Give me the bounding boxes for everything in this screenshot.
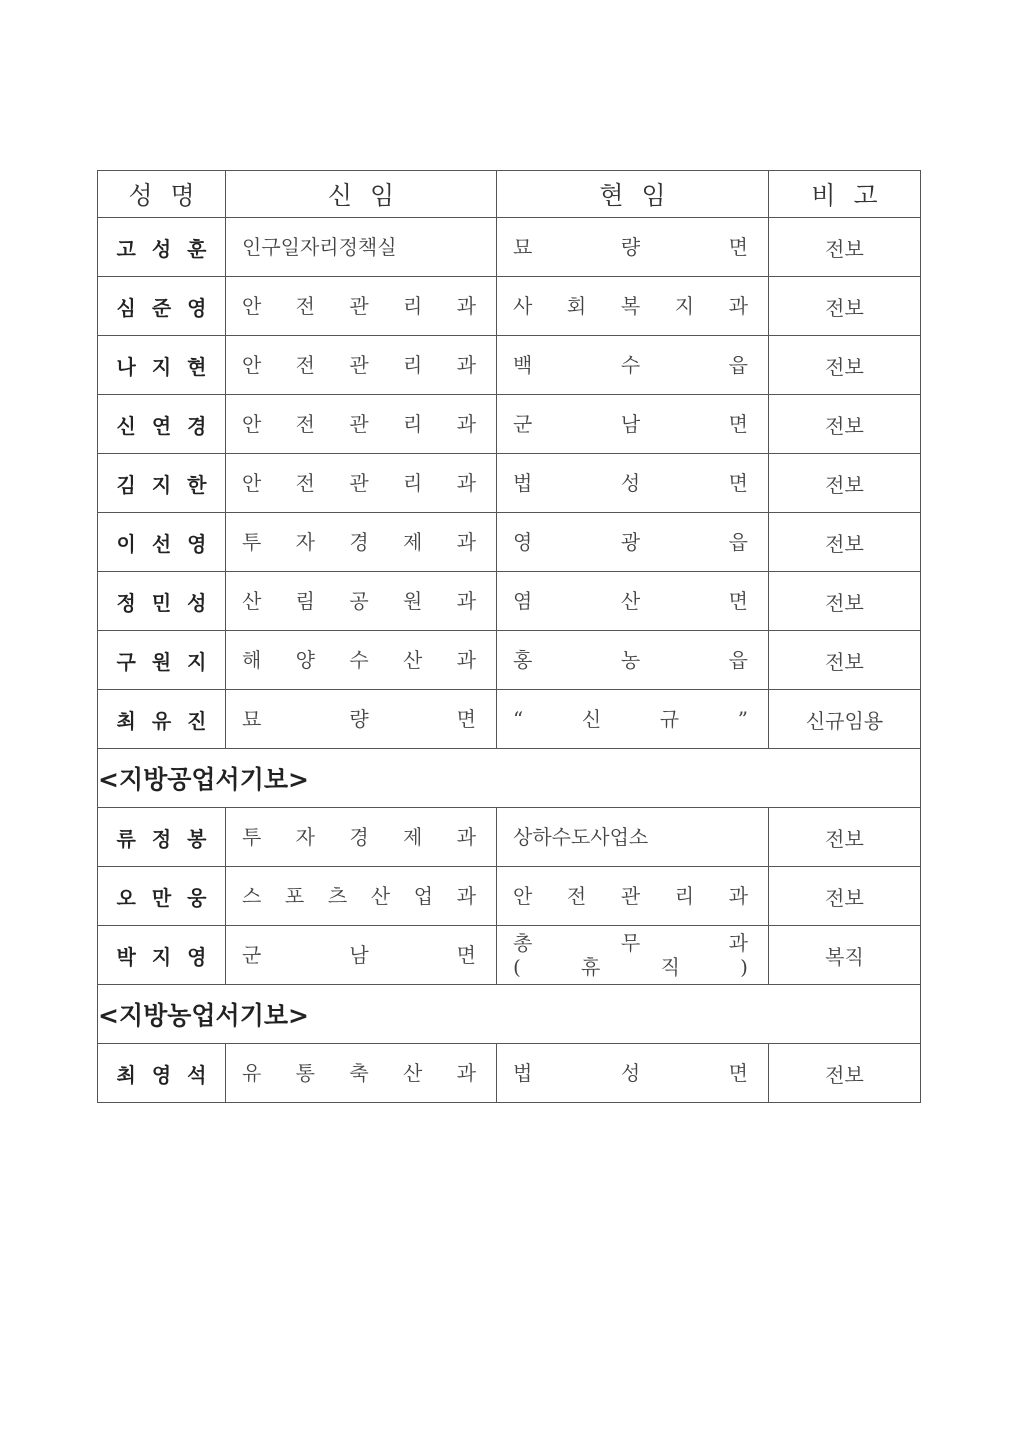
- person-name: 이선영: [98, 513, 226, 572]
- table-row: [98, 690, 921, 749]
- note: 전보: [769, 336, 921, 395]
- note: 전보: [769, 808, 921, 867]
- header-note: 비고: [769, 171, 921, 218]
- header-new-post: 신임: [226, 171, 497, 218]
- note: 신규임용: [769, 690, 921, 749]
- person-name: 박지영: [98, 926, 226, 985]
- person-name: 심준영: [98, 277, 226, 336]
- note: 전보: [769, 454, 921, 513]
- current-post: 염 산 면: [513, 589, 748, 613]
- new-post: 투 자 경 제 과: [242, 825, 476, 849]
- new-post: 안 전 관 리 과: [242, 353, 476, 377]
- table-row: [98, 218, 921, 277]
- section-title-industrial: <지방공업서기보>: [98, 749, 921, 808]
- note: 복직: [769, 926, 921, 985]
- table-row: [98, 1044, 921, 1103]
- current-post: 안 전 관 리 과: [513, 884, 748, 908]
- person-name: 나지현: [98, 336, 226, 395]
- table-row: [98, 277, 921, 336]
- table-row: [98, 926, 921, 985]
- note: 전보: [769, 218, 921, 277]
- current-post: 사 회 복 지 과: [513, 294, 748, 318]
- new-post: 안 전 관 리 과: [242, 471, 476, 495]
- header-current-post: 현임: [497, 171, 769, 218]
- person-name: 류정봉: [98, 808, 226, 867]
- new-post: 군 남 면: [242, 943, 476, 967]
- new-post: 투 자 경 제 과: [242, 530, 476, 554]
- current-post: 군 남 면: [513, 412, 748, 436]
- current-post: 법 성 면: [513, 1061, 748, 1085]
- current-post: 묘 량 면: [513, 235, 748, 259]
- table-row: [98, 808, 921, 867]
- person-name: 오만웅: [98, 867, 226, 926]
- table-row: [98, 631, 921, 690]
- note: 전보: [769, 867, 921, 926]
- current-post: 백 수 읍: [513, 353, 748, 377]
- note: 전보: [769, 513, 921, 572]
- new-post: 묘 량 면: [242, 707, 476, 731]
- note: 전보: [769, 631, 921, 690]
- table-row: [98, 867, 921, 926]
- person-name: 정민성: [98, 572, 226, 631]
- section-row: [98, 985, 921, 1044]
- note: 전보: [769, 572, 921, 631]
- header-name: 성명: [98, 171, 226, 218]
- person-name: 고성훈: [98, 218, 226, 277]
- person-name: 최영석: [98, 1044, 226, 1103]
- table-row: [98, 336, 921, 395]
- note: 전보: [769, 1044, 921, 1103]
- new-post: 해 양 수 산 과: [242, 648, 476, 672]
- person-name: 최유진: [98, 690, 226, 749]
- note: 전보: [769, 395, 921, 454]
- current-post: 영 광 읍: [513, 530, 748, 554]
- new-post: 안 전 관 리 과: [242, 412, 476, 436]
- new-post: 산 림 공 원 과: [242, 589, 476, 613]
- new-post: 인구일자리정책실: [242, 235, 397, 259]
- person-name: 신연경: [98, 395, 226, 454]
- appointment-table: [97, 170, 921, 1103]
- new-post: 안 전 관 리 과: [242, 294, 476, 318]
- person-name: 김지한: [98, 454, 226, 513]
- current-post-line2: ( 휴 직 ): [513, 955, 748, 979]
- table-row: [98, 572, 921, 631]
- current-post-line1: 총 무 과: [513, 931, 748, 955]
- table-row: [98, 454, 921, 513]
- current-post: 상하수도사업소: [513, 825, 649, 849]
- note: 전보: [769, 277, 921, 336]
- current-post: 법 성 면: [513, 471, 748, 495]
- new-post: 스 포 츠 산 업 과: [242, 884, 476, 908]
- person-name: 구원지: [98, 631, 226, 690]
- section-title-agricultural: <지방농업서기보>: [98, 985, 921, 1044]
- table-row: [98, 513, 921, 572]
- table-header-row: [98, 171, 921, 218]
- current-post: 홍 농 읍: [513, 648, 748, 672]
- current-post: “ 신 규 ”: [513, 707, 748, 731]
- table-row: [98, 395, 921, 454]
- section-row: [98, 749, 921, 808]
- new-post: 유 통 축 산 과: [242, 1061, 476, 1085]
